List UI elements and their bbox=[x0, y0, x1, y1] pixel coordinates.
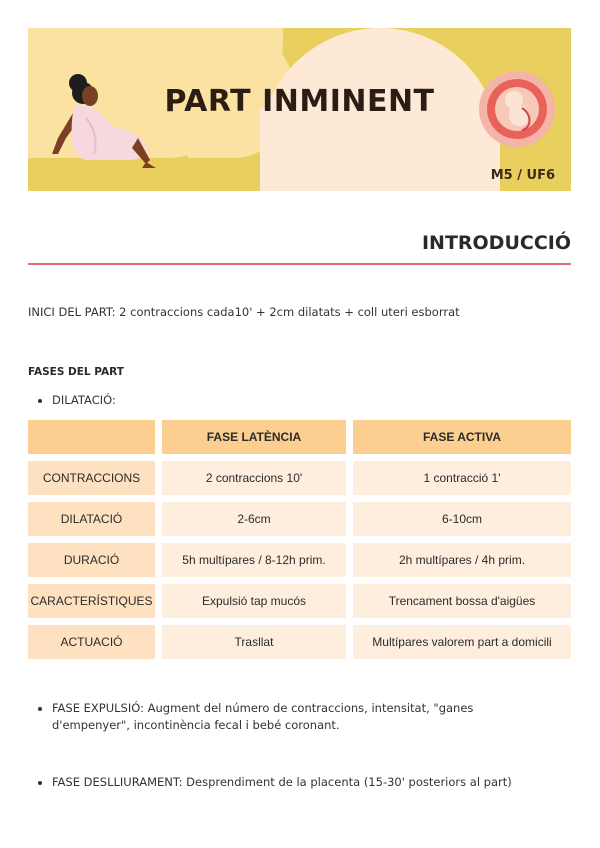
row-label: DILATACIÓ bbox=[28, 502, 155, 536]
list-item bbox=[38, 392, 548, 409]
table-header-cell bbox=[28, 420, 155, 454]
table-cell: 2 contraccions 10' bbox=[162, 461, 346, 495]
table-cell: Trencament bossa d'aigües bbox=[353, 584, 571, 618]
delivery-bullet-text: FASE DESLLIURAMENT: Desprendiment de la placenta (15-30' posteriors al part) bbox=[52, 775, 512, 789]
fetus-icon bbox=[476, 68, 558, 150]
dilatation-bullet-text: DILATACIÓ: bbox=[52, 393, 116, 407]
section-heading: INTRODUCCIÓ bbox=[421, 232, 571, 254]
page-title: PART INMINENT bbox=[164, 84, 435, 119]
table-cell: 1 contracció 1' bbox=[353, 461, 571, 495]
table-row bbox=[28, 461, 571, 495]
row-label: ACTUACIÓ bbox=[28, 625, 155, 659]
table-row bbox=[28, 625, 571, 659]
header-banner bbox=[28, 28, 571, 191]
table-header-row bbox=[28, 420, 571, 454]
section-divider bbox=[28, 263, 571, 265]
table-cell: 5h multípares / 8-12h prim. bbox=[162, 543, 346, 577]
row-label: CARACTERÍSTIQUES bbox=[28, 584, 155, 618]
table-cell: 6-10cm bbox=[353, 502, 571, 536]
banner-shape bbox=[260, 108, 500, 191]
phases-heading: FASES DEL PART bbox=[28, 366, 124, 378]
table-cell: Expulsió tap mucós bbox=[162, 584, 346, 618]
table-header-cell: FASE ACTIVA bbox=[353, 420, 571, 454]
list-item bbox=[38, 700, 548, 734]
table-row bbox=[28, 543, 571, 577]
intro-text: INICI DEL PART: 2 contraccions cada10' + 2cm dilatats + coll uteri esborrat bbox=[28, 305, 460, 319]
phases-table bbox=[21, 413, 578, 666]
table-cell: 2h multípares / 4h prim. bbox=[353, 543, 571, 577]
row-label: CONTRACCIONS bbox=[28, 461, 155, 495]
table-header-cell: FASE LATÈNCIA bbox=[162, 420, 346, 454]
list-item bbox=[38, 774, 548, 791]
table-cell: 2-6cm bbox=[162, 502, 346, 536]
row-label: DURACIÓ bbox=[28, 543, 155, 577]
table-row bbox=[28, 502, 571, 536]
course-code: M5 / UF6 bbox=[490, 168, 555, 183]
expulsion-bullet-text: FASE EXPULSIÓ: Augment del número de contraccions, intensitat, "ganes d'empenyer", incontinència fecal i bebé coronant. bbox=[52, 701, 474, 732]
table-cell: Multípares valorem part a domicili bbox=[353, 625, 571, 659]
table-cell: Trasllat bbox=[162, 625, 346, 659]
table-row bbox=[28, 584, 571, 618]
